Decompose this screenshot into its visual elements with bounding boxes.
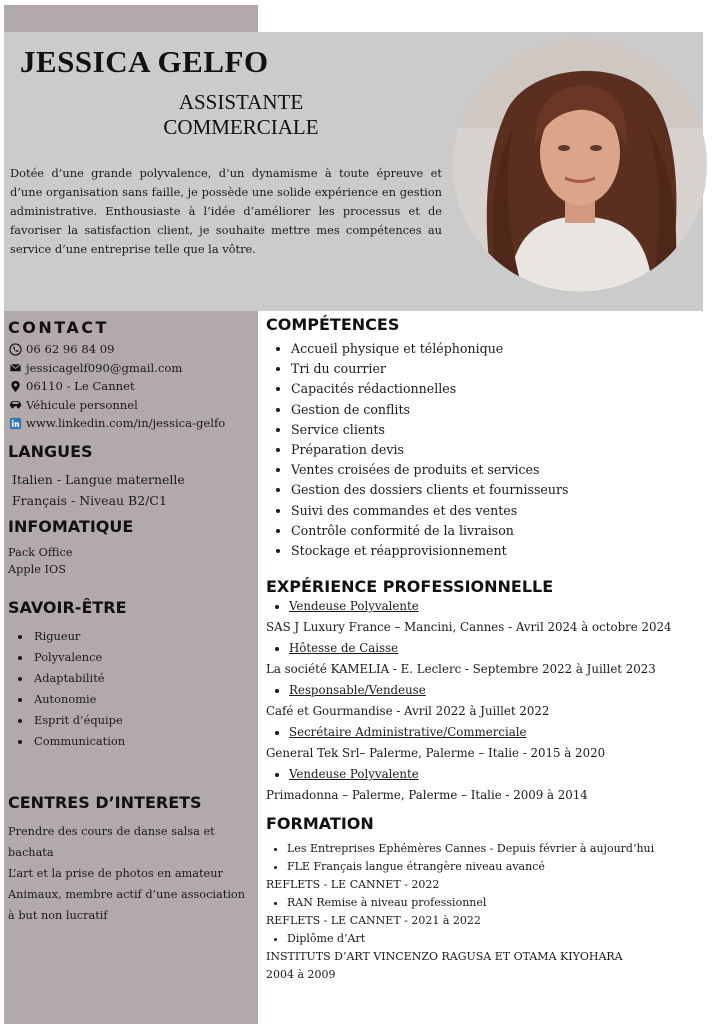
- list-item: • Ventes croisées de produits et services: [291, 460, 568, 480]
- languages-heading: LANGUES: [8, 442, 93, 461]
- contact-linkedin: [8, 414, 254, 433]
- phone-icon: [8, 342, 22, 356]
- list-item: • Tri du courrier: [291, 359, 568, 379]
- linkedin-icon: [8, 416, 22, 430]
- interests-list: [8, 821, 254, 926]
- experience-role: • Secrétaire Administrative/Commerciale: [289, 722, 696, 742]
- education-school: REFLETS - LE CANNET - 2021 à 2022: [266, 914, 481, 927]
- list-item: • Préparation devis: [291, 440, 568, 460]
- job-title-line-2: COMMERCIALE: [163, 115, 319, 139]
- list-item: Italien - Langue maternelle: [12, 472, 185, 487]
- experience-role-list: [266, 638, 696, 658]
- contact-vehicle: [8, 396, 254, 415]
- experience-heading: EXPÉRIENCE PROFESSIONNELLE: [266, 577, 554, 596]
- list-item: • Service clients: [291, 420, 568, 440]
- car-icon: [8, 398, 22, 412]
- job-title-line-1: ASSISTANTE: [178, 90, 304, 114]
- education-item-list: [266, 858, 696, 876]
- contact-text: 06110 - Le Cannet: [26, 379, 135, 394]
- education-school: REFLETS - LE CANNET - 2022: [266, 878, 440, 891]
- list-item: • Esprit d’équipe: [32, 710, 254, 731]
- list-item: • Adaptabilité: [32, 668, 254, 689]
- education-item-list: [266, 930, 696, 948]
- education-title: • RAN Remise à niveau professionnel: [287, 894, 696, 912]
- languages-section: [8, 442, 254, 511]
- soft-skills-list: [8, 626, 254, 752]
- interests-section: [8, 793, 254, 926]
- job-title: [110, 90, 372, 140]
- list-item: • Accueil physique et téléphonique: [291, 339, 568, 359]
- education-list: [266, 840, 696, 984]
- intro-paragraph: Dotée d’une grande polyvalence, d’un dynamisme à toute épreuve et d’une organisation sans faille, je possède une solide expérience en gestion administrative. Enthousiaste à l’idée d’améliorer les processus et de favoriser la satisfaction client, je souhaite mettre mes compétences au service d’une entreprise telle que la vôtre.: [10, 166, 442, 256]
- education-title: • Les Entreprises Ephémères Cannes - Depuis février à aujourd’hui: [287, 840, 696, 858]
- mail-icon: [8, 361, 22, 375]
- list-item: • Polyvalence: [32, 647, 254, 668]
- list-item: L’art et la prise de photos en amateur: [8, 867, 223, 880]
- skills-heading: COMPÉTENCES: [266, 315, 400, 334]
- contact-list: [8, 340, 254, 433]
- experience-role: • Responsable/Vendeuse: [289, 680, 696, 700]
- portrait-illustration: [453, 38, 707, 292]
- experience-role: • Vendeuse Polyvalente: [289, 596, 696, 616]
- list-item: • Capacités rédactionnelles: [291, 379, 568, 399]
- experience-role-list: [266, 722, 696, 742]
- experience-company: Café et Gourmandise - Avril 2022 à Juillet 2022: [266, 704, 550, 718]
- education-school: INSTITUTS D’ART VINCENZO RAGUSA ET OTAMA KIYOHARA: [266, 950, 623, 963]
- experience-role: • Hôtesse de Caisse: [289, 638, 696, 658]
- contact-section: [8, 318, 254, 433]
- profile-photo: [453, 38, 707, 292]
- interests-heading: CENTRES D’INTERETS: [8, 793, 202, 812]
- education-title: • Diplôme d’Art: [287, 930, 696, 948]
- list-item: • Contrôle conformité de la livraison: [291, 521, 568, 541]
- experience-role: • Vendeuse Polyvalente: [289, 764, 696, 784]
- list-item: Pack Office: [8, 546, 73, 559]
- education-item-list: [266, 840, 696, 858]
- education-title: • FLE Français langue étrangère niveau avancé: [287, 858, 696, 876]
- list-item: • Autonomie: [32, 689, 254, 710]
- list-item: Animaux, membre actif d’une association à but non lucratif: [8, 888, 246, 922]
- experience-role-list: [266, 764, 696, 784]
- experience-company: La société KAMELIA - E. Leclerc - Septembre 2022 à Juillet 2023: [266, 662, 656, 676]
- experience-company: SAS J Luxury France – Mancini, Cannes - Avril 2024 à octobre 2024: [266, 620, 672, 634]
- contact-text[interactable]: 06 62 96 84 09: [26, 342, 115, 357]
- contact-location: [8, 377, 254, 396]
- soft-skills-heading: SAVOIR-ÊTRE: [8, 598, 127, 617]
- list-item: Français - Niveau B2/C1: [12, 493, 167, 508]
- education-date: 2004 à 2009: [266, 968, 336, 981]
- experience-list: [266, 596, 696, 806]
- list-item: • Gestion des dossiers clients et fournisseurs: [291, 480, 568, 500]
- contact-phone: [8, 340, 254, 359]
- education-item-list: [266, 894, 696, 912]
- experience-company: Primadonna – Palerme, Palerme – Italie - 2009 à 2014: [266, 788, 588, 802]
- contact-text[interactable]: jessicagelf090@gmail.com: [26, 360, 183, 375]
- experience-role-list: [266, 596, 696, 616]
- it-skills-list: [8, 544, 254, 578]
- list-item: • Stockage et réapprovisionnement: [291, 541, 568, 561]
- list-item: • Communication: [32, 731, 254, 752]
- contact-email: [8, 359, 254, 378]
- location-pin-icon: [8, 379, 22, 393]
- candidate-name: JESSICA GELFO: [20, 44, 269, 79]
- experience-company: General Tek Srl– Palerme, Palerme – Italie - 2015 à 2020: [266, 746, 606, 760]
- experience-role-list: [266, 680, 696, 700]
- list-item: Apple IOS: [8, 563, 66, 576]
- list-item: • Suivi des commandes et des ventes: [291, 501, 568, 521]
- skills-list: [272, 339, 568, 561]
- contact-heading: CONTACT: [8, 318, 109, 337]
- languages-list: [8, 469, 254, 511]
- it-skills-heading: INFOMATIQUE: [8, 517, 134, 536]
- list-item: • Gestion de conflits: [291, 400, 568, 420]
- soft-skills-section: [8, 598, 254, 752]
- list-item: Prendre des cours de danse salsa et bachata: [8, 825, 215, 859]
- contact-text[interactable]: www.linkedin.com/in/jessica-gelfo: [26, 416, 226, 431]
- education-heading: FORMATION: [266, 814, 374, 833]
- contact-text: Véhicule personnel: [26, 397, 138, 412]
- list-item: • Rigueur: [32, 626, 254, 647]
- it-skills-section: [8, 517, 254, 578]
